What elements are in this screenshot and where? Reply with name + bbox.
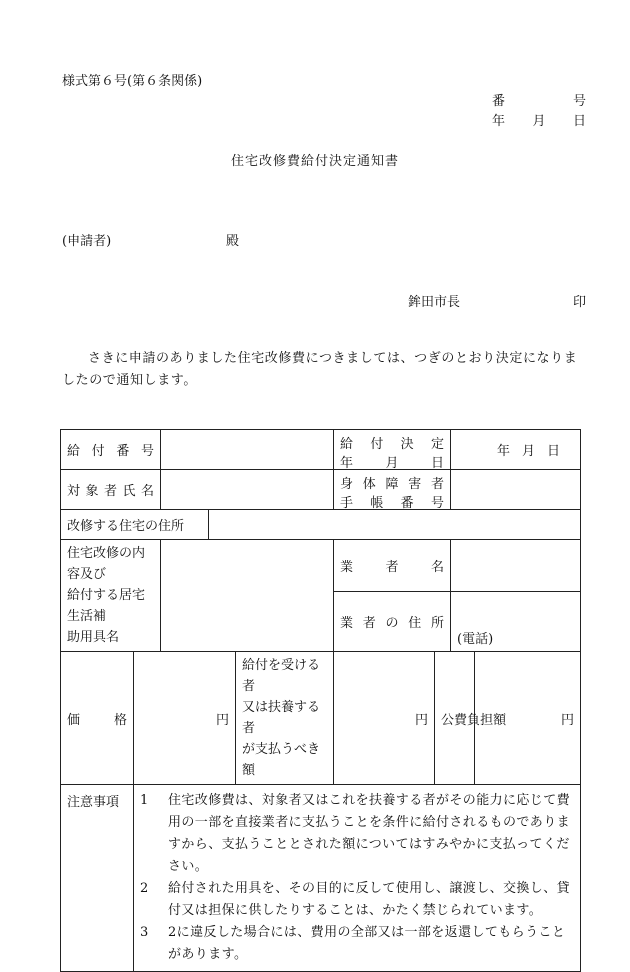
honorific: 殿 (226, 234, 240, 249)
benefit-number-label: 給 付 番 号 (61, 430, 161, 470)
public-burden-value: 円 (475, 652, 581, 785)
decision-label: 給 付 決 定 年 月 日 (334, 430, 451, 470)
handbook-label: 身 体 障 害 者 手 帳 番 号 (334, 470, 451, 510)
handbook-value (451, 470, 581, 510)
payable-amount-label: 給付を受ける者 又は扶養する者 が支払うべき額 (236, 652, 334, 785)
phone-label: (電話) (457, 632, 494, 647)
date-year-label: 年 (492, 114, 506, 129)
vendor-address-label: 業 者 の 住 所 (334, 591, 451, 651)
issue-date-line (492, 110, 586, 129)
date-month-label: 月 (532, 114, 546, 129)
table-row (61, 430, 581, 470)
note-item: 3 2に違反した場合には、費用の全部又は一部を返還してもらうことがあります。 (140, 925, 566, 962)
decision-date-value: 年 月 日 (451, 430, 581, 470)
subject-name-label: 対 象 者 氏 名 (61, 470, 161, 510)
note-item: 1 住宅改修費は、対象者又はこれを扶養する者がその能力に応じて費用の一部を直接業者に支払うことを条件に給付されるものでありますから、支払うこととされた額についてはすみやかに支払ってください。 (140, 793, 571, 874)
table-row (61, 470, 581, 510)
renovation-address-label: 改修する住宅の住所 (61, 510, 209, 540)
price-label: 価 格 (61, 652, 134, 785)
form-number: 様式第６号(第６条関係) (62, 74, 203, 89)
document-title: 住宅改修費給付決定通知書 (230, 154, 399, 169)
table-row (61, 652, 581, 785)
notes-label: 注意事項 (61, 785, 134, 972)
vendor-name-value (451, 540, 581, 592)
renovation-content-label: 住宅改修の内容及び 給付する居宅生活補 助用具名 (61, 540, 161, 652)
seal-mark: 印 (573, 295, 587, 310)
benefit-number-value (161, 430, 334, 470)
issue-number-line (492, 90, 586, 109)
body-text: さきに申請のありました住宅改修費につきましては、つぎのとおり決定になりましたので通知します。 (62, 351, 578, 388)
price-value: 円 (134, 652, 236, 785)
public-burden-label: 公 費 負 担 額 (435, 652, 475, 785)
number-label-go: 号 (572, 94, 586, 109)
decision-table (60, 429, 581, 972)
notes-content (134, 785, 581, 972)
table-row (61, 540, 581, 592)
number-label-ban: 番 (492, 94, 506, 109)
table-row (61, 510, 581, 540)
vendor-name-label: 業 者 名 (334, 540, 451, 592)
date-day-label: 日 (572, 114, 586, 129)
table-row (61, 785, 581, 972)
note-item: 2 給付された用具を、その目的に反して使用し、譲渡し、交換し、貸付又は担保に供したりすることは、かたく禁じられています。 (140, 881, 571, 918)
subject-name-value (161, 470, 334, 510)
renovation-address-value (209, 510, 581, 540)
payable-amount-value: 円 (334, 652, 435, 785)
vendor-address-value (451, 591, 581, 651)
issuer-title: 鉾田市長 (408, 295, 461, 310)
renovation-content-value (161, 540, 334, 652)
applicant-label: (申請者) (62, 234, 112, 249)
